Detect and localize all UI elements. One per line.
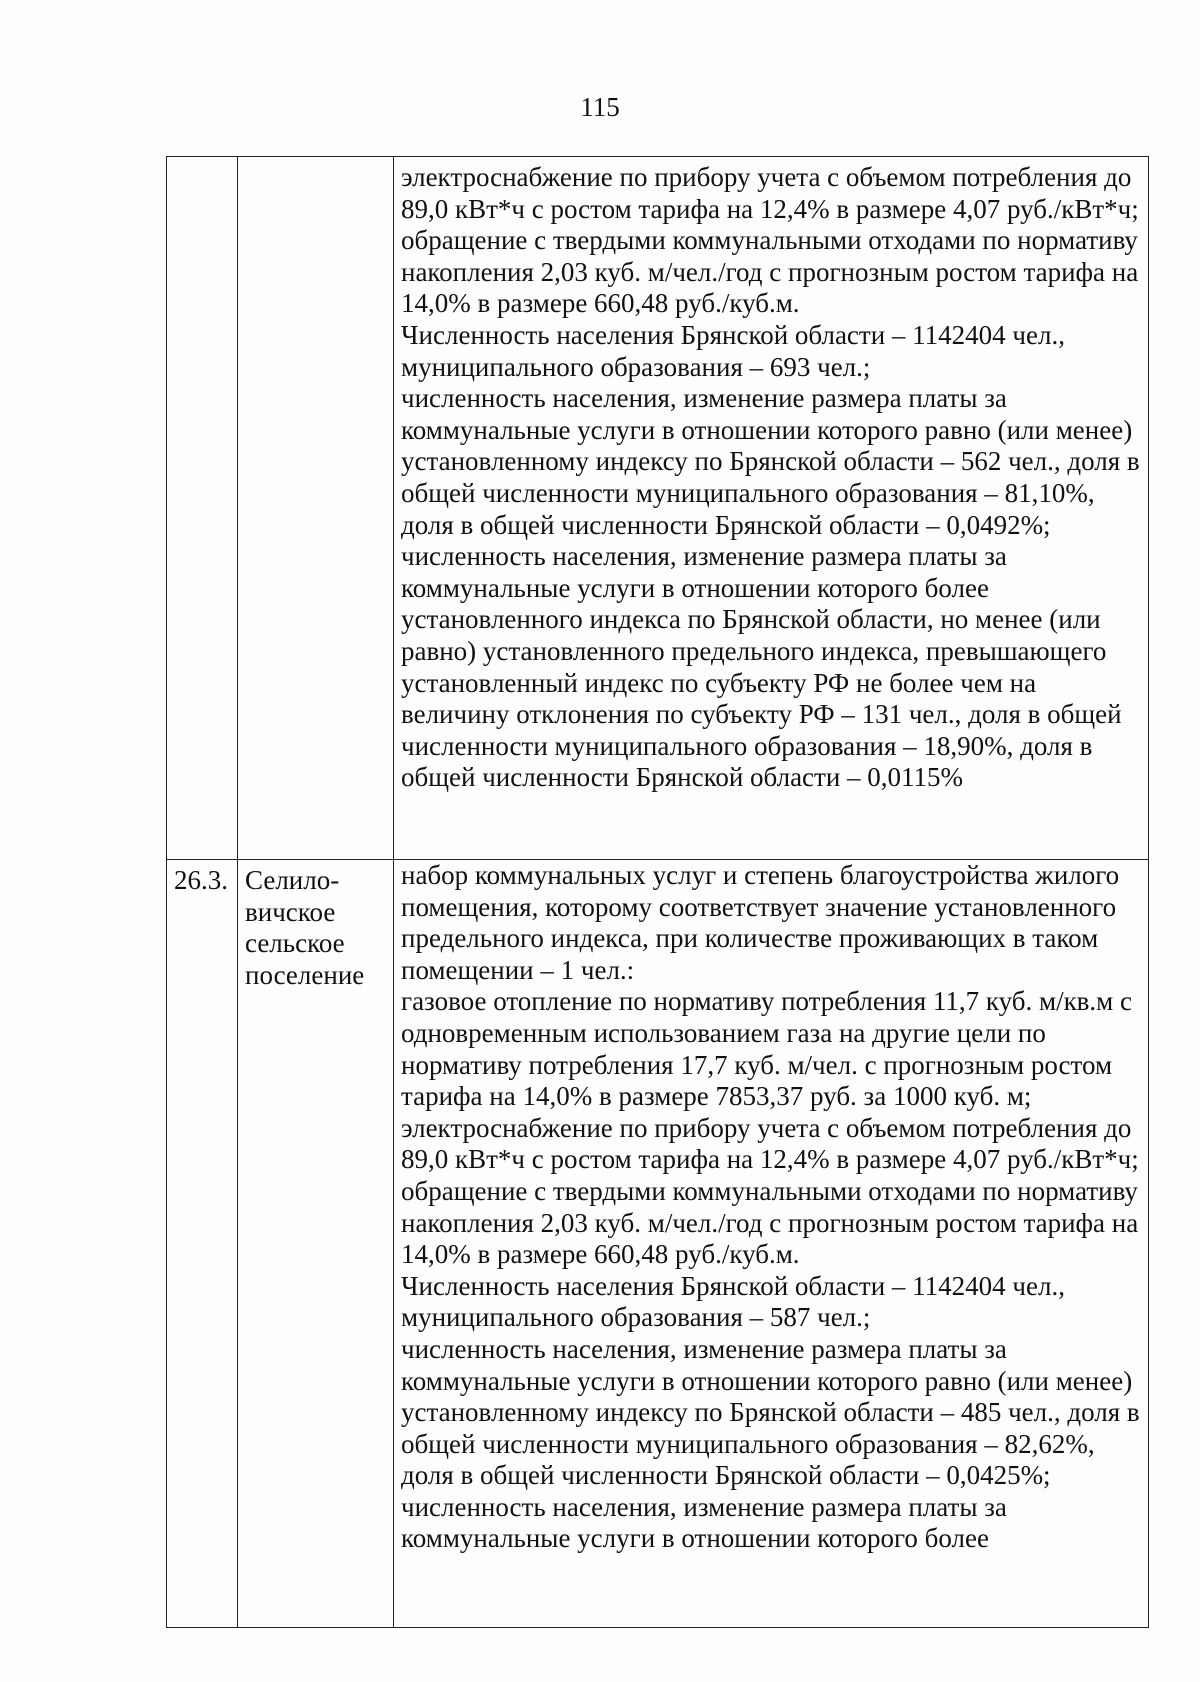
municipality-name-line: сельское <box>245 928 345 959</box>
description-cell <box>394 157 1149 860</box>
row-number-cell: 26.3. <box>167 860 238 1628</box>
paragraph: численность населения, изменение размера платы за коммунальные услуги в отношении которого равно (или менее) установленному индексу по Брянской области – 485 чел., доля в общей численности муниципального образования – 82,62%, доля в общей численности Брянской области – 0,0425%; <box>401 1333 1140 1491</box>
paragraph: электроснабжение по прибору учета с объемом потребления до 89,0 кВт*ч с ростом тарифа на 12,4% в размере 4,07 руб./кВт*ч; <box>401 1112 1139 1175</box>
description-cell <box>394 860 1149 1628</box>
municipality-name-line: вичское <box>245 896 336 927</box>
table-row <box>167 860 1149 1628</box>
paragraph: численность населения, изменение размера платы за коммунальные услуги в отношении которого равно (или менее) установленному индексу по Брянской области – 562 чел., доля в общей численности муниципального образования – 81,10%, доля в общей численности Брянской области – 0,0492%; <box>401 383 1140 540</box>
paragraph: обращение с твердыми коммунальными отходами по нормативу накопления 2,03 куб. м/чел./год с прогнозным ростом тарифа на 14,0% в размере 660,48 руб./куб.м. <box>401 225 1139 319</box>
paragraph: газовое отопление по нормативу потребления 11,7 куб. м/кв.м с одновременным использованием газа на другие цели по нормативу потребления 17,7 куб. м/чел. с прогнозным ростом тарифа на 14,0% в размере 7853,37 руб. за 1000 куб. м; <box>401 986 1133 1112</box>
municipality-name-cell <box>238 860 394 1628</box>
municipality-name-line: Селило- <box>245 865 340 895</box>
document-table <box>166 156 1149 1628</box>
row-number-cell <box>167 157 238 860</box>
paragraph: численность населения, изменение размера платы за коммунальные услуги в отношении которого более <box>401 1491 1007 1554</box>
paragraph: обращение с твердыми коммунальными отходами по нормативу накопления 2,03 куб. м/чел./год с прогнозным ростом тарифа на 14,0% в размере 660,48 руб./куб.м. <box>401 1175 1139 1270</box>
paragraph: набор коммунальных услуг и степень благоустройства жилого помещения, которому соответствует значение установленного предельного индекса, при количестве проживающих в таком помещении – 1 чел.: <box>401 860 1120 985</box>
paragraph: Численность населения Брянской области – 1142404 чел., муниципального образования – 693 чел.; <box>401 319 1065 382</box>
page-number: 115 <box>580 92 620 122</box>
table-row <box>167 157 1149 860</box>
paragraph: электроснабжение по прибору учета с объемом потребления до 89,0 кВт*ч с ростом тарифа на 12,4% в размере 4,07 руб./кВт*ч; <box>401 162 1139 224</box>
paragraph: Численность населения Брянской области – 1142404 чел., муниципального образования – 587 чел.; <box>401 1270 1065 1333</box>
municipality-name-cell <box>238 157 394 860</box>
municipality-name-line: поселение <box>245 959 365 990</box>
paragraph: численность населения, изменение размера платы за коммунальные услуги в отношении которого более установленного индекса по Брянской области, но менее (или равно) установленного предельного индекса, превышающего установленный индекс по субъекту РФ не более чем на величину отклонения по субъекту РФ – 131 чел., доля в общей численности муниципального образования – 18,90%, доля в общей численности Брянской области – 0,0115% <box>401 541 1122 793</box>
